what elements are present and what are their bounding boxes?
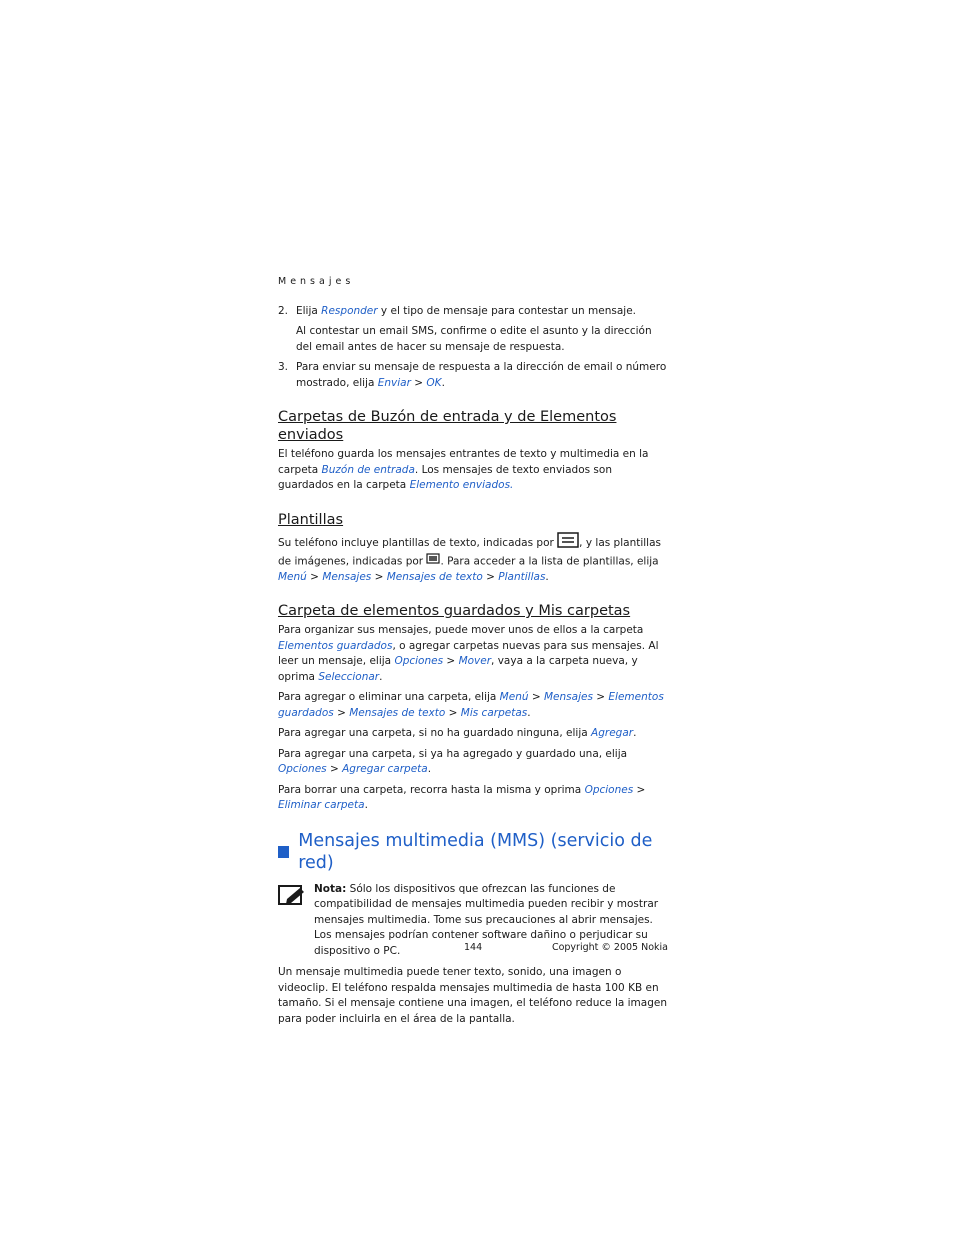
link-mensajes-de-texto[interactable]: Mensajes de texto <box>349 706 446 719</box>
link-elemento-enviados[interactable]: Elemento enviados. <box>409 479 514 491</box>
step-number: 2. <box>278 304 289 317</box>
paragraph-agregar-eliminar: Para agregar o eliminar una carpeta, elija Menú > Mensajes > Elementos guardados > Mensajes de texto > Mis carpetas. <box>278 691 664 719</box>
step-number: 3. <box>278 361 289 373</box>
link-mensajes[interactable]: Mensajes <box>544 691 593 704</box>
text-template-icon <box>557 532 579 554</box>
step-2: 2. Elija Responder y el tipo de mensaje para contestar un mensaje. <box>278 304 668 320</box>
page-content <box>278 274 668 1032</box>
link-mensajes[interactable]: Mensajes <box>322 570 372 583</box>
note-pencil-icon <box>278 882 314 960</box>
link-menu[interactable]: Menú <box>499 691 529 704</box>
link-agregar-carpeta[interactable]: Agregar carpeta <box>342 763 428 776</box>
link-opciones[interactable]: Opciones <box>278 763 327 776</box>
section-heading-carpetas: Carpetas de Buzón de entrada y de Elementos enviados <box>278 409 617 443</box>
link-agregar[interactable]: Agregar <box>591 727 634 740</box>
paragraph-mms: Un mensaje multimedia puede tener texto, sonido, una imagen o videoclip. El teléfono respalda mensajes multimedia de hasta 100 KB en tamaño. Si el mensaje contiene una imagen, el teléfono reduce la imagen para poder incluirla en el área de la pantalla. <box>278 966 667 1025</box>
paragraph-plantillas: Su teléfono incluye plantillas de texto, indicadas por , y las plantillas de imágenes, indicadas por . Para acceder a la lista de plantillas, elija Menú > Mensajes > Mensajes de texto > Plantillas. <box>278 532 668 586</box>
step-3: 3. Para enviar su mensaje de respuesta a la dirección de email o número mostrado, elija Enviar > OK. <box>278 360 668 391</box>
note-text: Sólo los dispositivos que ofrezcan las funciones de compatibilidad de mensajes multimedia pueden recibir y mostrar mensajes multimedia. Tome sus precauciones al abrir mensajes. Los mensajes podrían contener software dañino o perjudicar su dispositivo o PC. <box>314 882 659 957</box>
link-enviar[interactable]: Enviar <box>377 376 411 389</box>
link-ok[interactable]: OK <box>426 376 442 389</box>
image-template-icon <box>426 553 440 570</box>
link-mensajes-de-texto[interactable]: Mensajes de texto <box>386 570 483 583</box>
link-eliminar-carpeta[interactable]: Eliminar carpeta <box>278 799 365 812</box>
link-menu[interactable]: Menú <box>278 570 307 583</box>
paragraph-agregar-carpeta: Para agregar una carpeta, si ya ha agregado y guardado una, elija Opciones > Agregar carpeta. <box>278 747 628 776</box>
link-seleccionar[interactable]: Seleccionar <box>318 670 380 683</box>
link-mover[interactable]: Mover <box>458 655 492 668</box>
section-heading-carpeta-elementos: Carpeta de elementos guardados y Mis carpetas <box>278 603 631 620</box>
link-responder[interactable]: Responder <box>321 304 378 317</box>
section-heading-mms: Mensajes multimedia (MMS) (servicio de red) <box>278 830 668 874</box>
copyright-text: Copyright © 2005 Nokia <box>551 942 668 953</box>
page-number: 144 <box>464 942 483 953</box>
note-label: Nota: <box>314 882 347 895</box>
link-buzon-entrada[interactable]: Buzón de entrada <box>321 463 415 476</box>
link-elementos-guardados[interactable]: Elementos guardados <box>278 691 664 719</box>
link-plantillas[interactable]: Plantillas <box>498 570 546 583</box>
link-mis-carpetas[interactable]: Mis carpetas <box>460 706 528 719</box>
paragraph-borrar-carpeta: Para borrar una carpeta, recorra hasta la misma y oprima Opciones > Eliminar carpeta. <box>278 783 646 812</box>
paragraph-organizar: Para organizar sus mensajes, puede mover unos de ellos a la carpeta Elementos guardados, o agregar carpetas nuevas para sus mensajes. Al leer un mensaje, elija Opciones > Mover, vaya a la carpeta nueva, y oprima Seleccionar. <box>278 624 659 683</box>
step-2-subparagraph: Al contestar un email SMS, confirme o edite el asunto y la dirección del email antes de hacer su mensaje de respuesta. <box>296 325 652 353</box>
link-elementos-guardados[interactable]: Elementos guardados <box>278 639 393 652</box>
link-opciones[interactable]: Opciones <box>584 783 634 796</box>
paragraph-carpetas: El teléfono guarda los mensajes entrantes de texto y multimedia en la carpeta Buzón de entrada. Los mensajes de texto enviados son guardados en la carpeta Elemento enviados. <box>278 448 649 491</box>
square-bullet-icon <box>278 846 289 858</box>
running-head: Mensajes <box>278 276 355 287</box>
link-opciones[interactable]: Opciones <box>394 655 444 668</box>
section-heading-plantillas: Plantillas <box>278 511 344 528</box>
paragraph-agregar-ninguna: Para agregar una carpeta, si no ha guardado ninguna, elija Agregar. <box>278 727 637 740</box>
